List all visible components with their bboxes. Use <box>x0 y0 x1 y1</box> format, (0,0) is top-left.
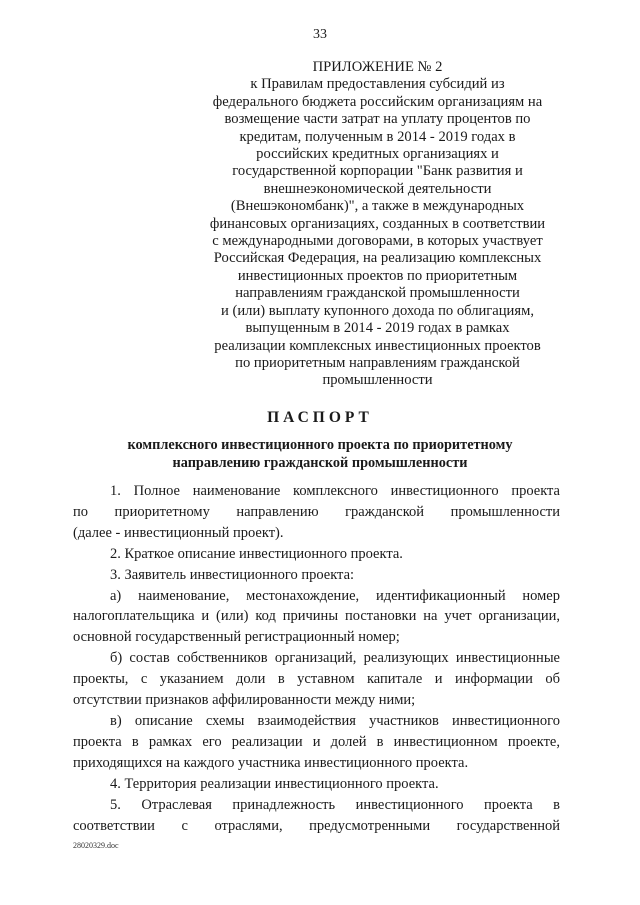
paragraph-3a <box>73 586 560 649</box>
text-line: 5. Отраслевая принадлежность инвестиционного проекта в <box>110 796 560 813</box>
subtitle-line: направлению гражданской промышленности <box>172 455 468 471</box>
document-body <box>73 481 560 836</box>
text-line: (далее - инвестиционный проект). <box>73 524 284 541</box>
appendix-line: (Внешэкономбанк)", а также в международных <box>230 198 525 215</box>
appendix-line: внешнеэкономической деятельности <box>263 180 492 197</box>
appendix-line: к Правилам предоставления субсидий из <box>250 76 505 93</box>
paragraph-3c <box>73 711 560 774</box>
text-line: 2. Краткое описание инвестиционного проекта. <box>110 545 403 562</box>
text-line: отсутствии признаков аффилированности между ними; <box>73 692 416 709</box>
appendix-line: финансовых организациях, созданных в соответствии <box>209 215 546 232</box>
appendix-line: кредитам, полученным в 2014 - 2019 годах в <box>239 128 516 145</box>
text-line: соответствии с отраслями, предусмотренными государственной <box>73 817 560 834</box>
passport-title: ПАСПОРТ <box>267 409 373 426</box>
text-line: в) описание схемы взаимодействия участников инвестиционного <box>110 712 560 729</box>
appendix-line: возмещение части затрат на уплату процентов по <box>224 111 531 128</box>
paragraph-4 <box>73 774 560 795</box>
appendix-line: и (или) выплату купонного дохода по облигациям, <box>221 302 534 319</box>
text-line: 1. Полное наименование комплексного инвестиционного проекта <box>110 483 560 499</box>
text-line: налогоплательщика и (или) код причины постановки на учет организации, <box>73 608 560 625</box>
appendix-line: направлениям гражданской промышленности <box>235 285 520 302</box>
appendix-line: российских кредитных организациях и <box>256 146 499 163</box>
paragraph-3 <box>73 565 560 586</box>
appendix-line: Российская Федерация, на реализацию комплексных <box>213 250 542 267</box>
appendix-block <box>195 59 560 390</box>
paragraph-5 <box>73 795 560 837</box>
appendix-title: ПРИЛОЖЕНИЕ № 2 <box>312 59 443 75</box>
page-number: 33 <box>313 27 327 42</box>
text-line: 3. Заявитель инвестиционного проекта: <box>110 566 355 583</box>
appendix-line: инвестиционных проектов по приоритетным <box>237 267 518 284</box>
text-line: б) состав собственников организаций, реализующих инвестиционные <box>110 650 560 667</box>
appendix-line: государственной корпорации "Банк развития и <box>232 163 523 180</box>
file-name-footer: 28020329.doc <box>73 841 119 850</box>
text-line: проекта в рамках его реализации и долей в инвестиционном проекте, <box>73 733 560 750</box>
appendix-line: с международными договорами, в которых участвует <box>212 233 543 250</box>
text-line: 4. Территория реализации инвестиционного проекта. <box>110 775 439 792</box>
text-line: основной государственный регистрационный номер; <box>73 629 400 646</box>
appendix-line: по приоритетным направлениям гражданской <box>235 354 520 371</box>
appendix-line: федерального бюджета российским организациям на <box>212 93 543 110</box>
paragraph-1 <box>73 481 560 544</box>
appendix-line: выпущенным в 2014 - 2019 годах в рамках <box>245 320 510 337</box>
subtitle-line: комплексного инвестиционного проекта по приоритетному <box>127 437 513 453</box>
appendix-line: промышленности <box>322 372 433 389</box>
paragraph-2 <box>73 544 560 565</box>
passport-subtitle <box>0 436 640 472</box>
text-line: а) наименование, местонахождение, идентификационный номер <box>110 587 560 604</box>
text-line: проекты, с указанием доли в уставном капитале и информации об <box>73 671 560 688</box>
text-line: по приоритетному направлению гражданской промышленности <box>73 503 560 520</box>
text-line: приходящихся на каждого участника инвестиционного проекта. <box>73 754 469 771</box>
appendix-line: реализации комплексных инвестиционных проектов <box>214 337 541 354</box>
paragraph-3b <box>73 648 560 711</box>
